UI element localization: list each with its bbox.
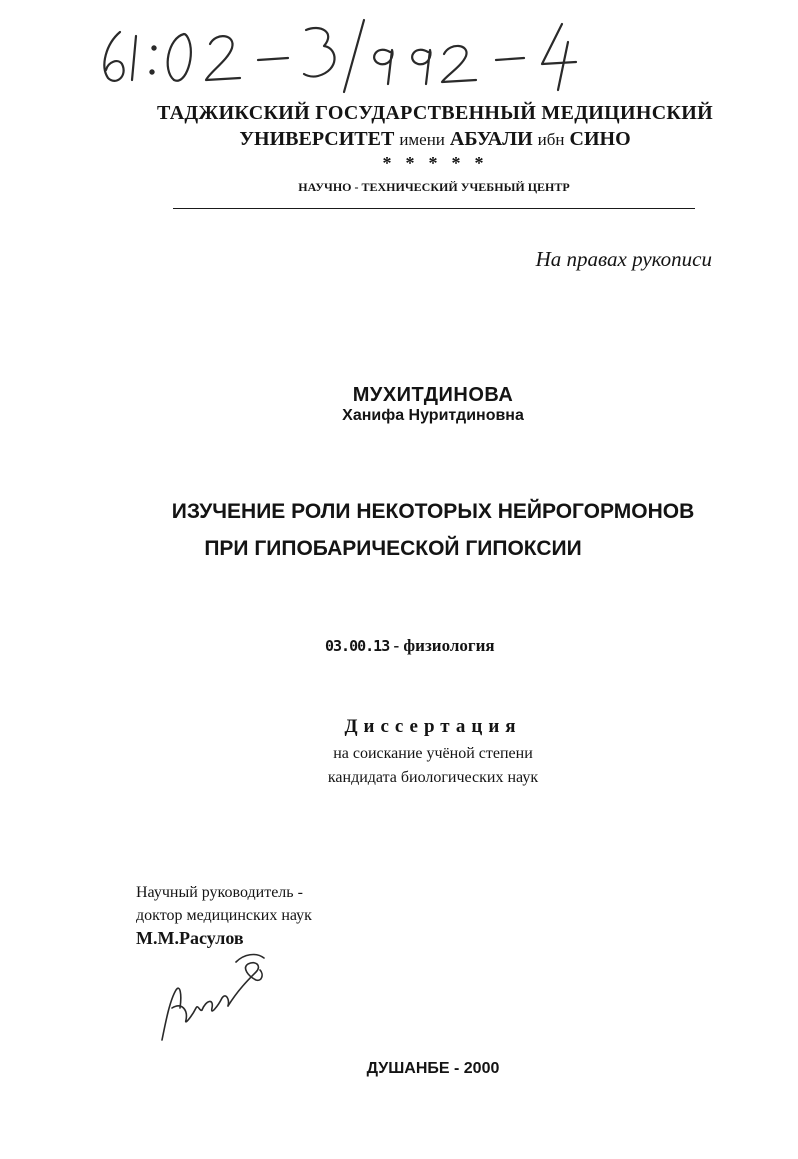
university-word-2: имени bbox=[399, 130, 445, 149]
handwritten-archive-code bbox=[92, 14, 612, 94]
stars-separator: ***** bbox=[382, 153, 498, 173]
dissertation-degree-line2: кандидата биологических наук bbox=[327, 769, 539, 786]
advisor-name: М.М.Расулов bbox=[136, 928, 244, 948]
specialty bbox=[325, 636, 495, 656]
dissertation-label: Диссертация bbox=[344, 716, 522, 737]
rights-note: На правах рукописи bbox=[535, 247, 712, 271]
handwritten-signature bbox=[152, 950, 272, 1050]
specialty-code: 03.00.13 bbox=[325, 637, 390, 655]
university-name-line2 bbox=[0, 128, 798, 151]
advisor-degree: доктор медицинских наук bbox=[136, 907, 312, 924]
city-year: ДУШАНБЕ - 2000 bbox=[366, 1060, 500, 1077]
thesis-title-line1: ИЗУЧЕНИЕ РОЛИ НЕКОТОРЫХ НЕЙРОГОРМОНОВ bbox=[171, 500, 695, 523]
dissertation-degree-line1: на соискание учёной степени bbox=[333, 745, 533, 762]
header-divider bbox=[173, 208, 695, 209]
author-given-name: Ханифа Нуритдиновна bbox=[342, 407, 524, 424]
university-word-1: УНИВЕРСИТЕТ bbox=[239, 128, 395, 150]
thesis-title-line2: ПРИ ГИПОБАРИЧЕСКОЙ ГИПОКСИИ bbox=[204, 537, 582, 560]
advisor-role: Научный руководитель - bbox=[136, 884, 303, 901]
university-word-5: СИНО bbox=[569, 128, 631, 150]
university-name-line1: ТАДЖИКСКИЙ ГОСУДАРСТВЕННЫЙ МЕДИЦИНСКИЙ bbox=[157, 102, 713, 124]
center-name: НАУЧНО - ТЕХНИЧЕСКИЙ УЧЕБНЫЙ ЦЕНТР bbox=[298, 180, 570, 194]
specialty-separator: - bbox=[393, 636, 400, 655]
university-word-4: ибн bbox=[537, 130, 565, 149]
author-surname: МУХИТДИНОВА bbox=[352, 384, 514, 406]
university-word-3: АБУАЛИ bbox=[449, 128, 533, 150]
specialty-name: физиология bbox=[403, 636, 495, 655]
